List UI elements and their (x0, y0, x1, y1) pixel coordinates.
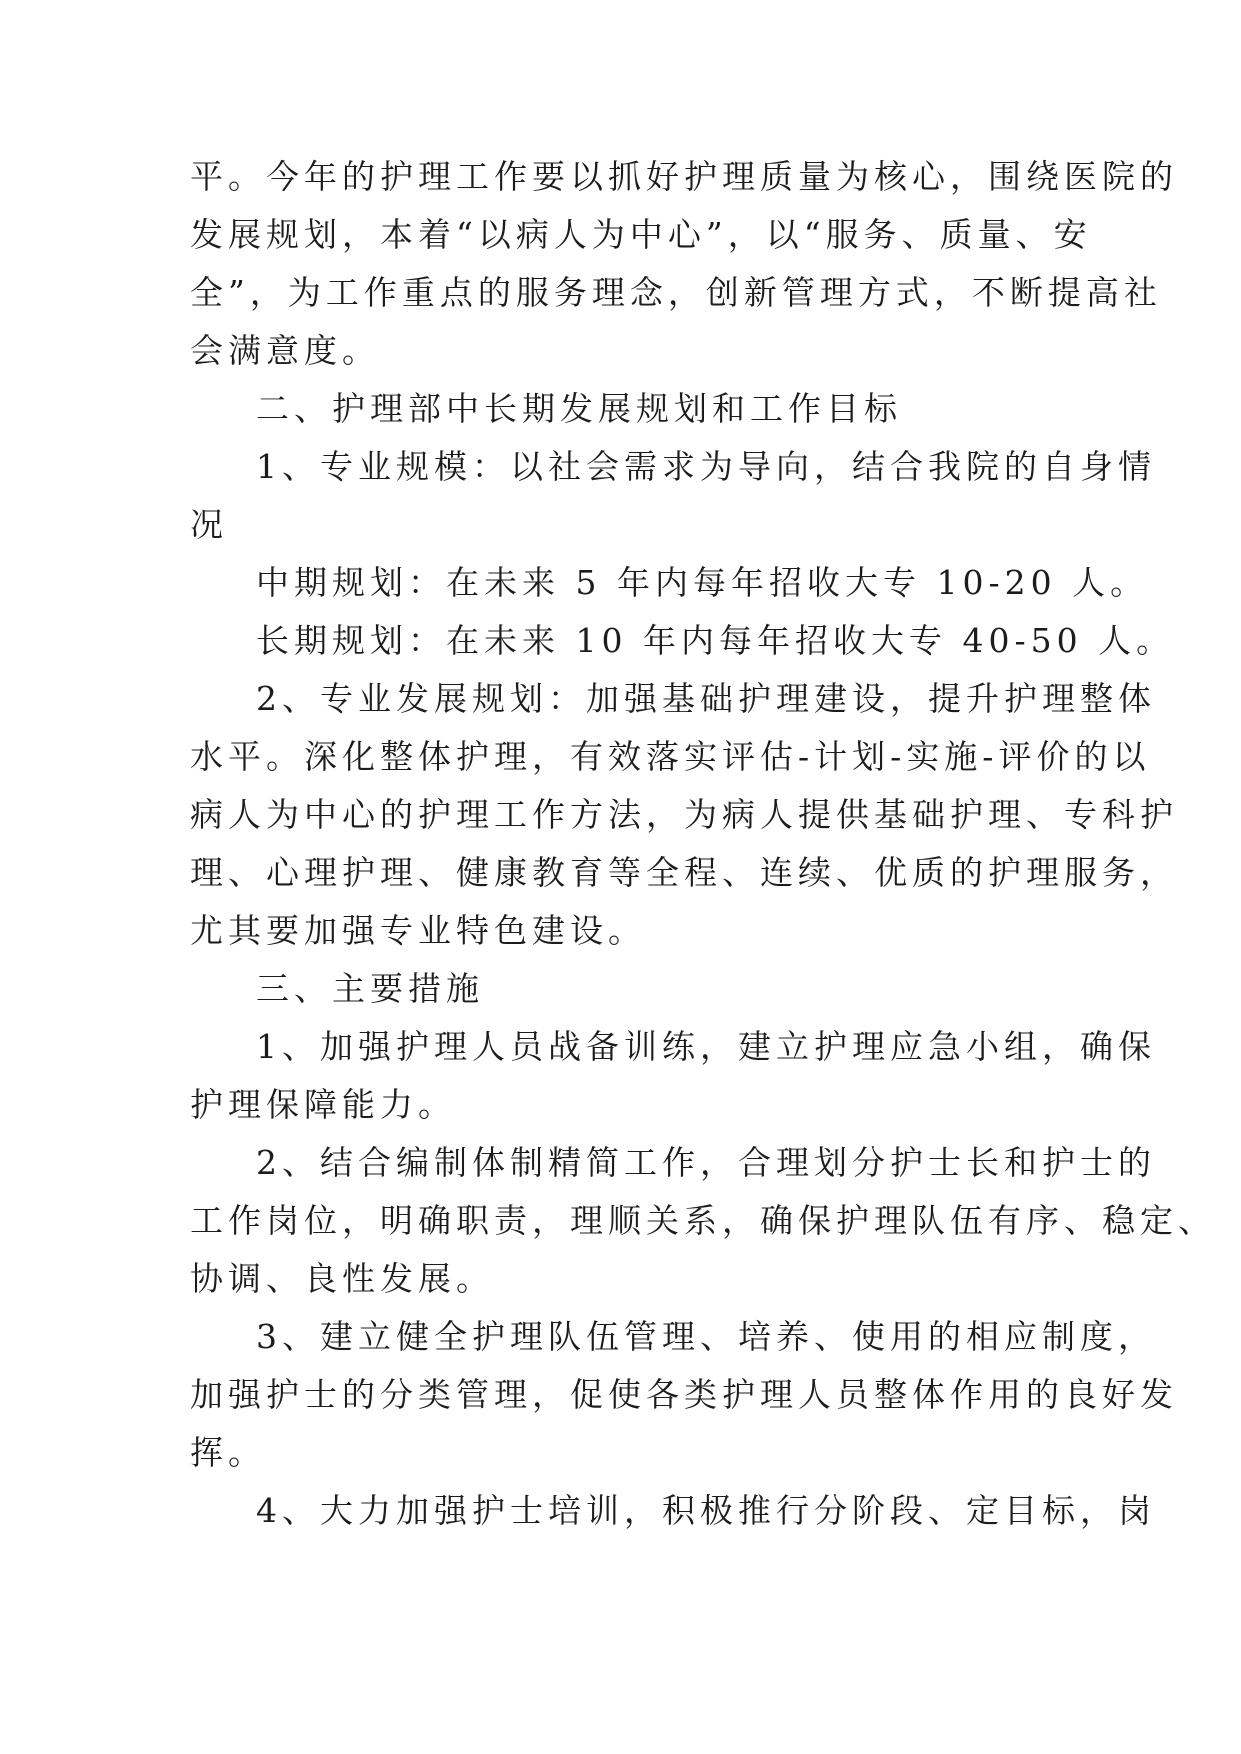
text-line: 协调、良性发展。 (190, 1259, 494, 1298)
text-line: 三、主要措施 (256, 969, 484, 1008)
text-line: 加强护士的分类管理，促使各类护理人员整体作用的良好发 (190, 1375, 1178, 1414)
text-line: 二、护理部中长期发展规划和工作目标 (256, 389, 902, 428)
text-line: 2、结合编制体制精简工作，合理划分护士长和护士的 (256, 1143, 1156, 1182)
text-line: 发展规划，本着“以病人为中心”，以“服务、质量、安 (190, 215, 1092, 254)
text-line: 中期规划：在未来 5 年内每年招收大专 10-20 人。 (256, 563, 1149, 602)
text-line: 况 (190, 505, 228, 544)
text-line: 挥。 (190, 1433, 266, 1472)
text-line: 护理保障能力。 (190, 1085, 456, 1124)
text-line: 水平。深化整体护理，有效落实评估-计划-实施-评价的以 (190, 737, 1151, 776)
text-line: 长期规划：在未来 10 年内每年招收大专 40-50 人。 (256, 621, 1175, 660)
body-text (190, 148, 1216, 1540)
text-line: 会满意度。 (190, 331, 380, 370)
text-line: 尤其要加强专业特色建设。 (190, 911, 646, 950)
text-line: 3、建立健全护理队伍管理、培养、使用的相应制度， (256, 1317, 1156, 1356)
text-line: 病人为中心的护理工作方法，为病人提供基础护理、专科护 (190, 795, 1178, 834)
text-line: 工作岗位，明确职责，理顺关系，确保护理队伍有序、稳定、 (190, 1201, 1216, 1240)
text-line: 4、大力加强护士培训，积极推行分阶段、定目标，岗 (256, 1491, 1156, 1530)
text-line: 理、心理护理、健康教育等全程、连续、优质的护理服务， (190, 853, 1178, 892)
text-line: 1、专业规模：以社会需求为导向，结合我院的自身情 (256, 447, 1156, 486)
text-line: 1、加强护理人员战备训练，建立护理应急小组，确保 (256, 1027, 1156, 1066)
text-line: 2、专业发展规划：加强基础护理建设，提升护理整体 (256, 679, 1156, 718)
text-line: 全”，为工作重点的服务理念，创新管理方式，不断提高社 (190, 273, 1162, 312)
text-line: 平。今年的护理工作要以抓好护理质量为核心，围绕医院的 (190, 157, 1178, 196)
